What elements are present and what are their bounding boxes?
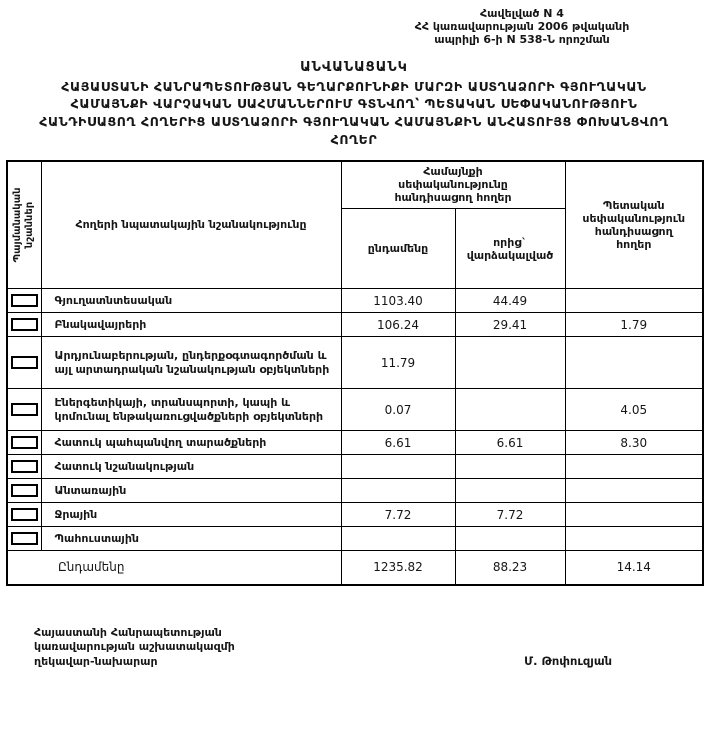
signature-area — [34, 626, 612, 670]
leased-cell: 44.49 — [455, 289, 565, 313]
land-purpose-cell: Անտառային — [41, 479, 341, 503]
table-row — [7, 455, 703, 479]
document-heading: ԱՆՎԱՆԱՑԱՆԿ — [300, 59, 408, 75]
legend-swatch-cell — [7, 389, 41, 431]
total-community-cell: 1235.82 — [341, 551, 455, 585]
state-cell — [565, 337, 703, 389]
state-cell — [565, 479, 703, 503]
annex-decision-line: ապրիլի 6-ի N 538-Ն որոշման — [434, 33, 610, 47]
leased-cell: 29.41 — [455, 313, 565, 337]
community-total-cell: 1103.40 — [341, 289, 455, 313]
table-row — [7, 289, 703, 313]
legend-swatch-cell — [7, 313, 41, 337]
signature-title-line-2: կառավարության աշխատակազմի — [34, 640, 235, 654]
legend-swatch — [11, 318, 38, 331]
subtitle-line-1: ՀԱՅԱՍՏԱՆԻ ՀԱՆՐԱՊԵՏՈՒԹՅԱՆ ԳԵՂԱՐՔՈՒՆԻՔԻ ՄԱՐԶԻ ԱՍՏՂԱՁՈՐԻ ԳՅՈՒՂԱԿԱՆ — [61, 78, 647, 94]
table-row — [7, 527, 703, 551]
symbols-column-header: Պայմանական նշաններ — [12, 187, 36, 263]
annex-government-line: ՀՀ կառավարության 2006 թվականի — [414, 20, 630, 34]
total-state-cell: 14.14 — [565, 551, 703, 585]
state-cell — [565, 527, 703, 551]
legend-swatch — [11, 356, 38, 369]
signatory-name: Մ. Թոփուզյան — [524, 653, 612, 668]
state-cell — [565, 455, 703, 479]
leased-cell — [455, 527, 565, 551]
state-cell — [565, 503, 703, 527]
land-purpose-cell: Հատուկ պահպանվող տարածքների — [41, 431, 341, 455]
total-row — [7, 551, 703, 585]
leased-subheader: որից` վարձակալված — [455, 209, 565, 289]
signature-title-line-3: ղեկավար-նախարար — [34, 654, 158, 668]
community-total-cell: 0.07 — [341, 389, 455, 431]
land-purpose-cell: Բնակավայրերի — [41, 313, 341, 337]
legend-swatch — [11, 294, 38, 307]
community-total-cell — [341, 527, 455, 551]
legend-swatch-cell — [7, 479, 41, 503]
legend-swatch-cell — [7, 431, 41, 455]
legend-swatch-cell — [7, 503, 41, 527]
legend-swatch — [11, 436, 38, 449]
symbols-column-header-cell — [7, 161, 41, 289]
table-row — [7, 313, 703, 337]
legend-swatch-cell — [7, 455, 41, 479]
leased-cell — [455, 337, 565, 389]
purpose-column-header: Հողերի նպատակային նշանակությունը — [41, 161, 341, 289]
land-transfer-table — [6, 160, 704, 586]
state-lands-column-header: Պետական սեփականություն հանդիսացող հողեր — [565, 161, 703, 289]
state-cell: 4.05 — [565, 389, 703, 431]
legend-swatch — [11, 460, 38, 473]
leased-cell: 6.61 — [455, 431, 565, 455]
state-cell — [565, 289, 703, 313]
annex-number-line: Հավելված N 4 — [480, 7, 564, 20]
community-total-cell: 7.72 — [341, 503, 455, 527]
leased-cell — [455, 389, 565, 431]
table-row — [7, 503, 703, 527]
total-label-cell: Ընդամենը — [7, 551, 341, 585]
total-leased-cell: 88.23 — [455, 551, 565, 585]
annex-header — [372, 7, 672, 47]
land-purpose-cell: Արդյունաբերության, ընդերքօգտագործման և այլ արտադրական նշանակության օբյեկտների — [41, 337, 341, 389]
subtitle-line-2: ՀԱՄԱՅՆՔԻ ՎԱՐՉԱԿԱՆ ՍԱՀՄԱՆՆԵՐՈՒՄ ԳՏՆՎՈՂ՝ ՊԵՏԱԿԱՆ ՍԵՓԱԿԱՆՈՒԹՅՈՒՆ — [70, 96, 638, 112]
legend-swatch-cell — [7, 289, 41, 313]
subtitle-line-3: ՀԱՆԴԻՍԱՑՈՂ ՀՈՂԵՐԻՑ ԱՍՏՂԱՁՈՐԻ ԳՅՈՒՂԱԿԱՆ ՀԱՄԱՅՆՔԻՆ ԱՆՀԱՏՈՒՅՑ ՓՈԽԱՆՑՎՈՂ — [39, 114, 669, 130]
state-cell: 1.79 — [565, 313, 703, 337]
land-purpose-cell: Ջրային — [41, 503, 341, 527]
table-row — [7, 389, 703, 431]
community-lands-group-header: Համայնքի սեփականությունը հանդիսացող հողեր — [341, 161, 565, 209]
legend-swatch-cell — [7, 337, 41, 389]
signature-title-line-1: Հայաստանի Հանրապետության — [34, 625, 222, 639]
table-row — [7, 479, 703, 503]
legend-swatch — [11, 403, 38, 416]
document-subtitle — [0, 78, 708, 149]
community-total-cell: 11.79 — [341, 337, 455, 389]
table-row — [7, 431, 703, 455]
total-subheader: ընդամենը — [341, 209, 455, 289]
leased-cell — [455, 455, 565, 479]
subtitle-line-4: ՀՈՂԵՐ — [330, 131, 378, 147]
table-header-row-1 — [7, 161, 703, 209]
community-total-cell: 6.61 — [341, 431, 455, 455]
leased-cell: 7.72 — [455, 503, 565, 527]
legend-swatch — [11, 508, 38, 521]
leased-cell — [455, 479, 565, 503]
state-cell: 8.30 — [565, 431, 703, 455]
table-row — [7, 337, 703, 389]
community-total-cell — [341, 455, 455, 479]
legend-swatch — [11, 532, 38, 545]
legend-swatch-cell — [7, 527, 41, 551]
signature-title-block — [34, 626, 235, 670]
land-purpose-cell: Գյուղատնտեսական — [41, 289, 341, 313]
legend-swatch — [11, 484, 38, 497]
community-total-cell: 106.24 — [341, 313, 455, 337]
land-purpose-cell: Պահուստային — [41, 527, 341, 551]
land-purpose-cell: Հատուկ նշանակության — [41, 455, 341, 479]
community-total-cell — [341, 479, 455, 503]
land-purpose-cell: Էներգետիկայի, տրանսպորտի, կապի և կոմունալ ենթակառուցվածքների օբյեկտների — [41, 389, 341, 431]
